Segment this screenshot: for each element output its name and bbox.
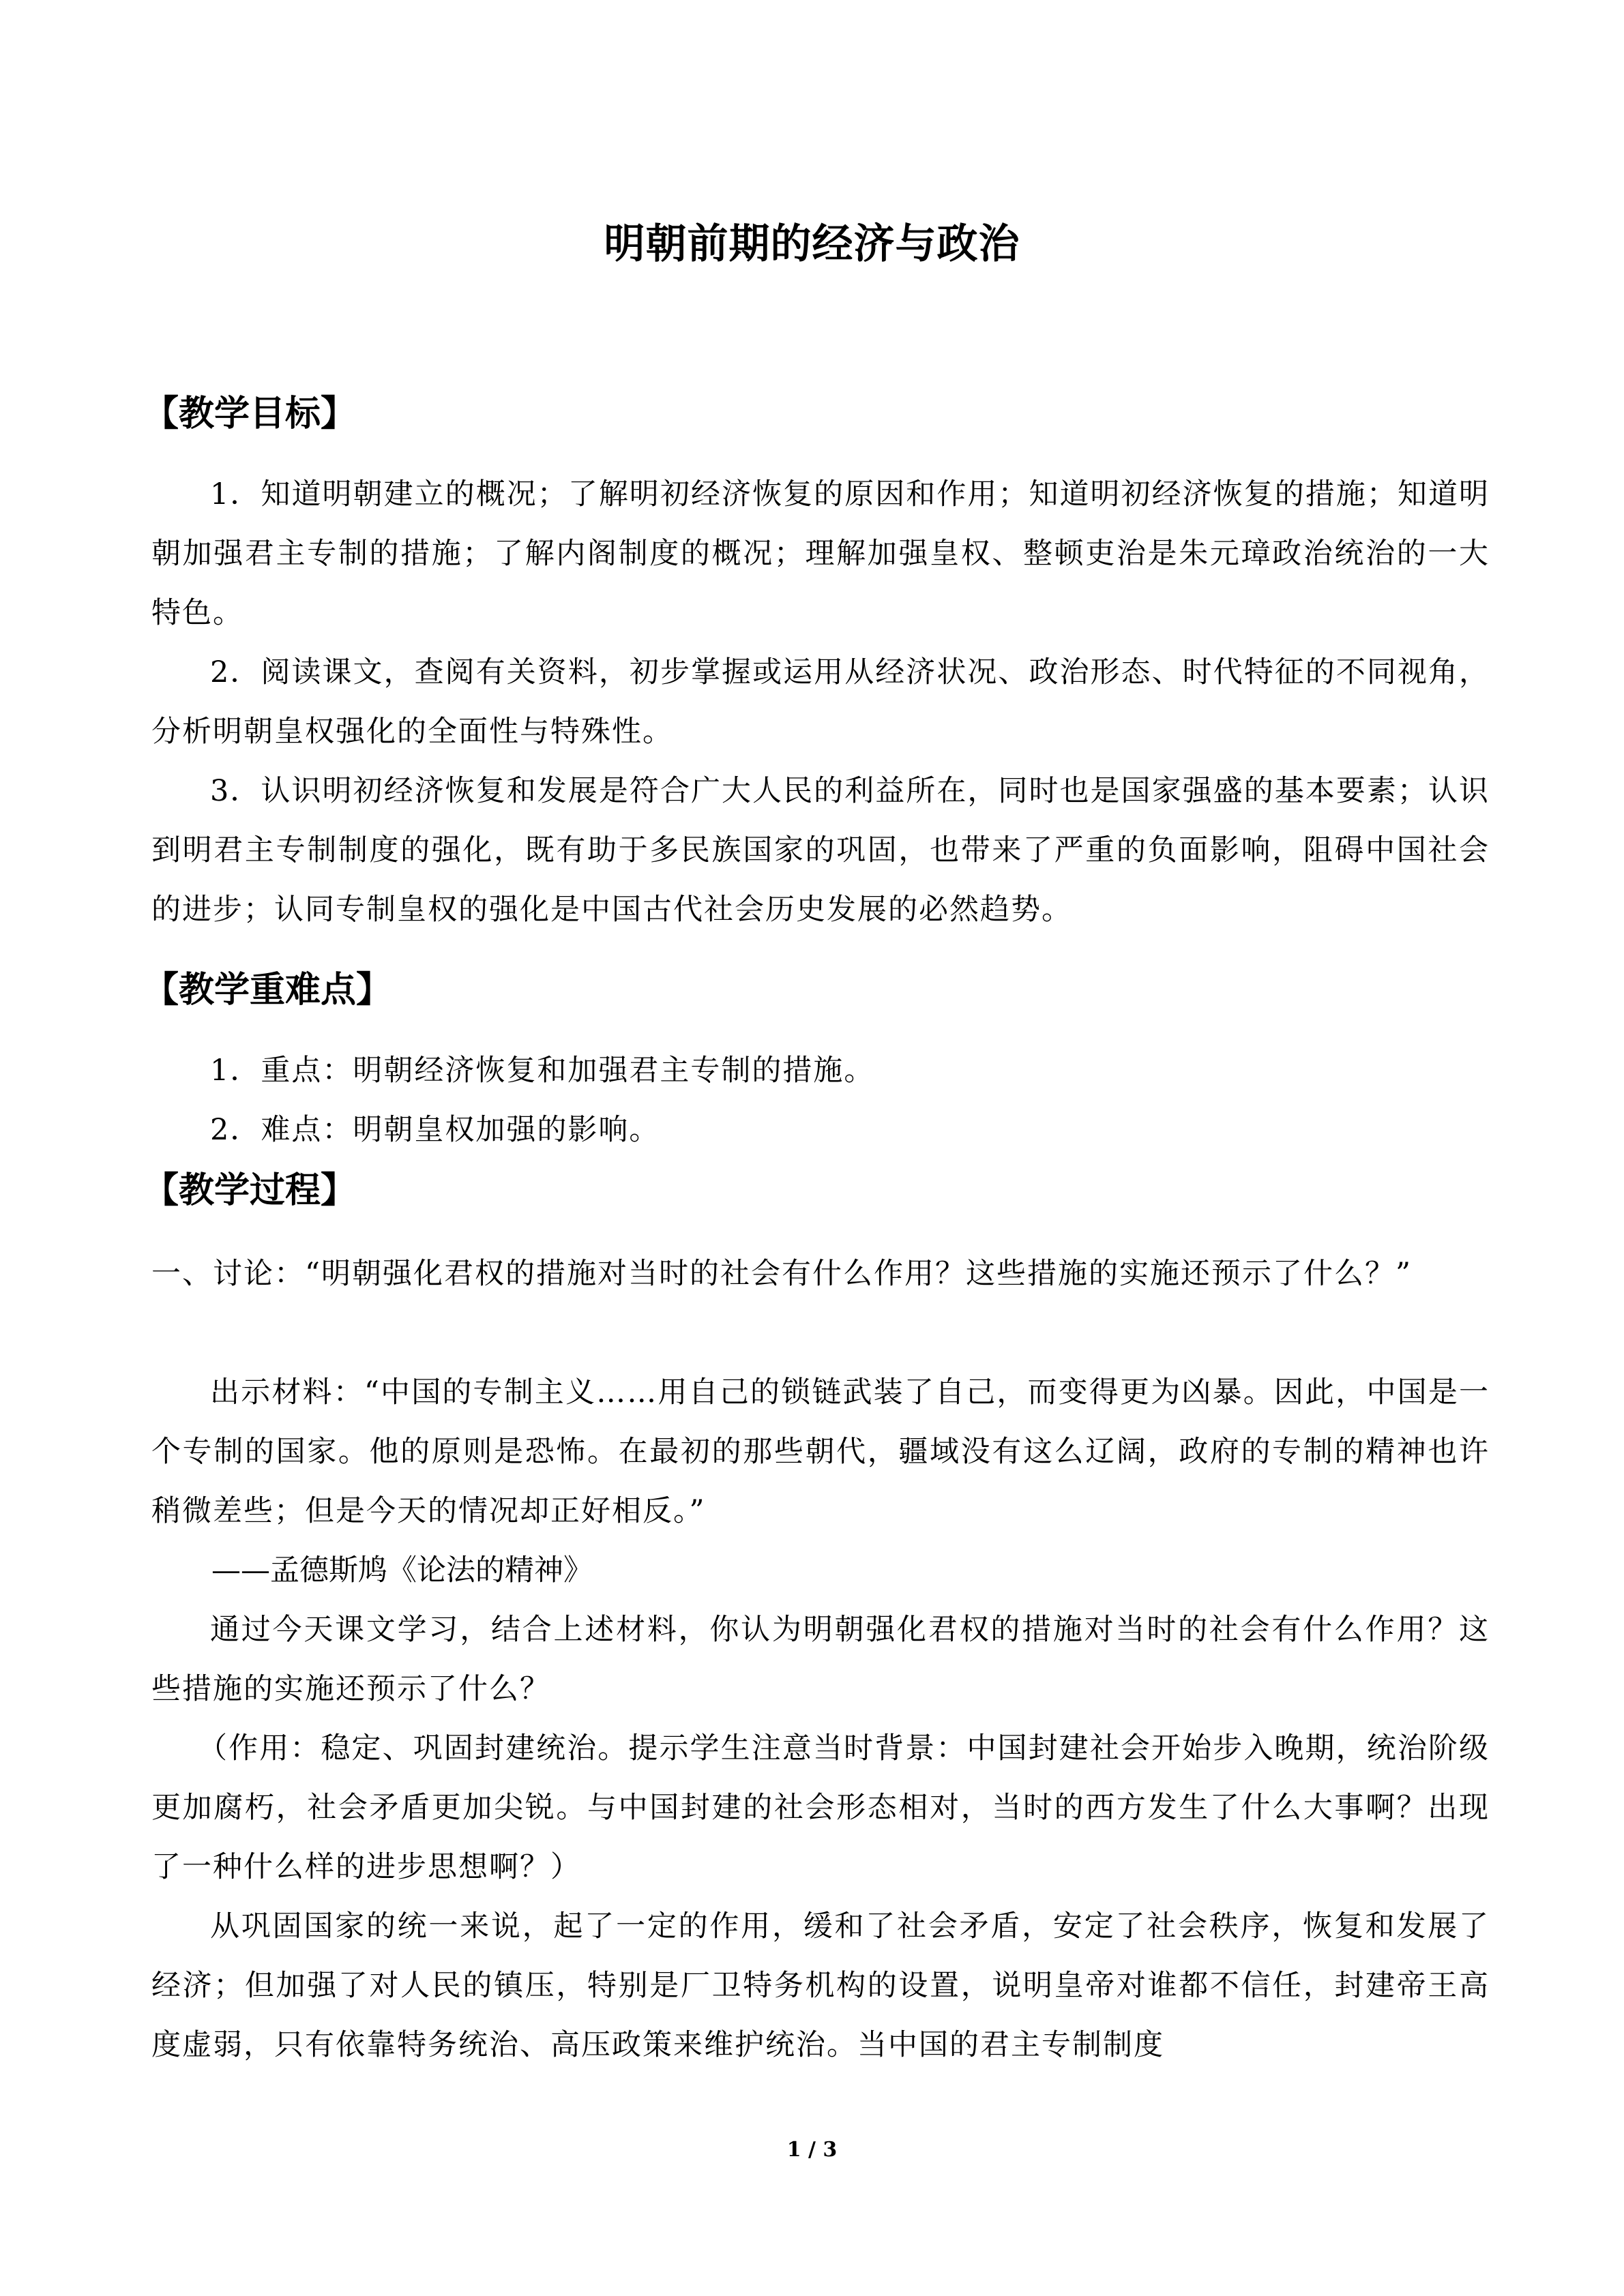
goal-item-3: 3．认识明初经济恢复和发展是符合广大人民的利益所在，同时也是国家强盛的基本要素；认识到明君主专制制度的强化，既有助于多民族国家的巩固，也带来了严重的负面影响，阻碍中国社会的进步；认同专制皇权的强化是中国古代社会历史发展的必然趋势。 [151, 774, 1490, 927]
hint-paragraph: （作用：稳定、巩固封建统治。提示学生注意当时背景：中国封建社会开始步入晚期，统治阶级更加腐朽，社会矛盾更加尖锐。与中国封建的社会形态相对，当时的西方发生了什么大事啊？出现了一种什么样的进步思想啊？） [151, 1731, 1490, 1884]
question-paragraph: 通过今天课文学习，结合上述材料，你认为明朝强化君权的措施对当时的社会有什么作用？这些措施的实施还预示了什么？ [151, 1613, 1490, 1706]
goal-item-2: 2．阅读课文，查阅有关资料，初步掌握或运用从经济状况、政治形态、时代特征的不同视角，分析明朝皇权强化的全面性与特殊性。 [151, 655, 1490, 749]
section-heading-goals: 【教学目标】 [143, 393, 357, 434]
page-number: 1 / 3 [786, 2138, 838, 2162]
section-heading-key-points: 【教学重难点】 [143, 970, 392, 1011]
quote-source: ——孟德斯鸠《论法的精神》 [211, 1553, 593, 1587]
analysis-paragraph: 从巩固国家的统一来说，起了一定的作用，缓和了社会矛盾，安定了社会秩序，恢复和发展了经济；但加强了对人民的镇压，特别是厂卫特务机构的设置，说明皇帝对谁都不信任，封建帝王高度虚弱，只有依靠特务统治、高压政策来维护统治。当中国的君主专制制度 [151, 1909, 1490, 2062]
key-point-item-1: 1．重点：明朝经济恢复和加强君主专制的措施。 [210, 1054, 875, 1088]
discussion-prompt: 一、讨论：“明朝强化君权的措施对当时的社会有什么作用？这些措施的实施还预示了什么？” [151, 1257, 1412, 1291]
key-point-item-2: 2．难点：明朝皇权加强的影响。 [210, 1113, 660, 1147]
goal-item-1: 1．知道明朝建立的概况；了解明初经济恢复的原因和作用；知道明初经济恢复的措施；知道明朝加强君主专制的措施；了解内阁制度的概况；理解加强皇权、整顿吏治是朱元璋政治统治的一大特色。 [151, 477, 1490, 630]
page-title: 明朝前期的经济与政治 [604, 220, 1020, 268]
section-heading-process: 【教学过程】 [143, 1170, 357, 1211]
material-quote: 出示材料：“中国的专制主义……用自己的锁链武装了自己，而变得更为凶暴。因此，中国是一个专制的国家。他的原则是恐怖。在最初的那些朝代，疆域没有这么辽阔，政府的专制的精神也许稍微差些；但是今天的情况却正好相反。” [151, 1375, 1490, 1528]
